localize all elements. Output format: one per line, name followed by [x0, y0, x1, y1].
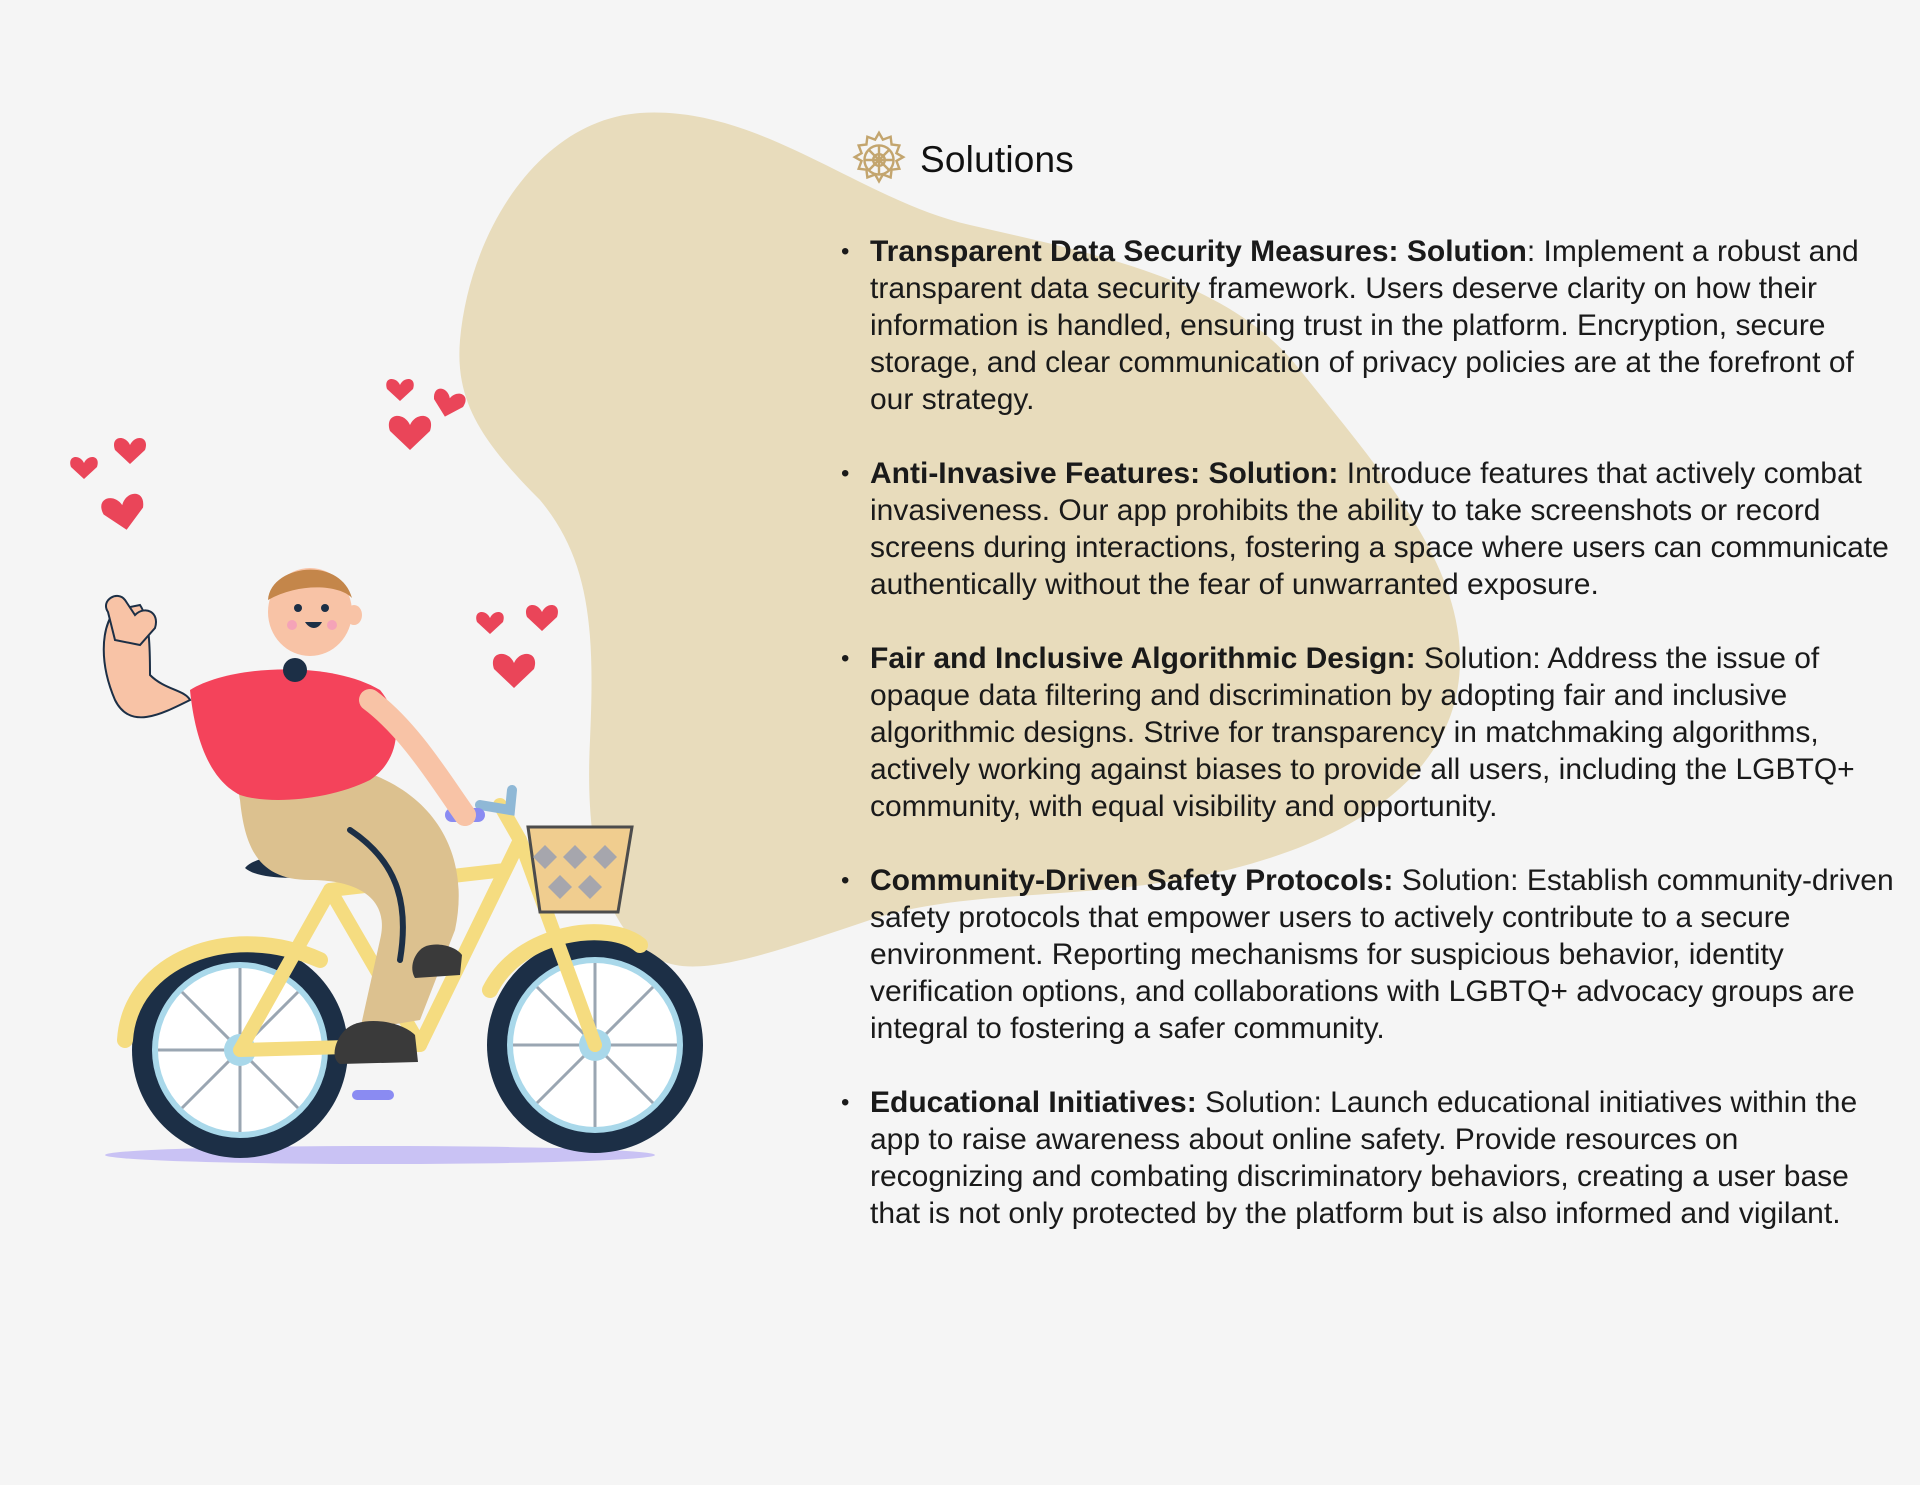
solution-text: Solution: Address the issue of opaque data filtering and discrimination by adopting fair and inclusive algorithmic designs. Strive for transparency in matchmaking algorithms, actively working against biases to provide all users, including the LGBTQ+ community, with equal visibility and opportunity.	[870, 642, 1855, 823]
solution-title: Community-Driven Safety Protocols:	[870, 864, 1394, 897]
solutions-list	[836, 233, 1896, 1269]
solution-item	[836, 1084, 1896, 1232]
bullet-icon: •	[841, 645, 850, 672]
solution-title: Anti-Invasive Features: Solution:	[870, 457, 1339, 490]
heart-icon-group-top	[386, 379, 467, 450]
heart-icon	[429, 387, 467, 420]
bullet-icon: •	[841, 1089, 850, 1116]
solution-item	[836, 862, 1896, 1047]
heart-icon	[114, 438, 146, 464]
bullet-icon: •	[841, 460, 850, 487]
heart-icon	[386, 379, 414, 401]
solution-text: Introduce features that actively combat invasiveness. Our app prohibits the ability to take screenshots or record screens during interactions, fostering a space where users can communicate authentically without the fear of unwarranted exposure.	[870, 457, 1889, 601]
solution-title: Educational Initiatives:	[870, 1086, 1197, 1119]
solution-text: Solution: Launch educational initiatives within the app to raise awareness about online safety. Provide resources on recognizing and combating discriminatory behaviors, creating a user base that is not only protected by the platform but is also informed and vigilant.	[870, 1086, 1858, 1230]
solution-item	[836, 640, 1896, 825]
heart-icon-group-left	[70, 438, 147, 533]
heart-icon	[100, 492, 148, 533]
solution-title: Fair and Inclusive Algorithmic Design:	[870, 642, 1416, 675]
pedal	[352, 1090, 394, 1100]
heart-icon	[493, 654, 535, 688]
bullet-icon: •	[841, 867, 850, 894]
gear-icon	[848, 129, 910, 191]
heart-icon-group-right	[476, 605, 558, 688]
solution-text: Solution: Establish community-driven safety protocols that empower users to actively contribute to a secure environment. Reporting mechanisms for suspicious behavior, identity verification options, and collaborations with LGBTQ+ advocacy groups are integral to fostering a safer community.	[870, 864, 1894, 1045]
heart-icon	[70, 457, 98, 479]
solution-item	[836, 233, 1896, 418]
heart-icon	[526, 605, 558, 631]
shirt	[190, 669, 396, 800]
solution-title: Transparent Data Security Measures: Solution	[870, 235, 1527, 268]
page-title: Solutions	[920, 139, 1075, 180]
solution-item	[836, 455, 1896, 603]
heart-icon	[389, 416, 431, 450]
solution-text: : Implement a robust and transparent data security framework. Users deserve clarity on how their information is handled, ensuring trust in the platform. Encryption, secure storage, and clear communication of privacy policies are at the forefront of our strategy.	[870, 235, 1859, 416]
heart-icon	[476, 612, 504, 634]
character-head	[268, 568, 362, 656]
basket	[528, 827, 632, 912]
bullet-icon: •	[841, 238, 850, 265]
section-header	[848, 128, 1074, 192]
